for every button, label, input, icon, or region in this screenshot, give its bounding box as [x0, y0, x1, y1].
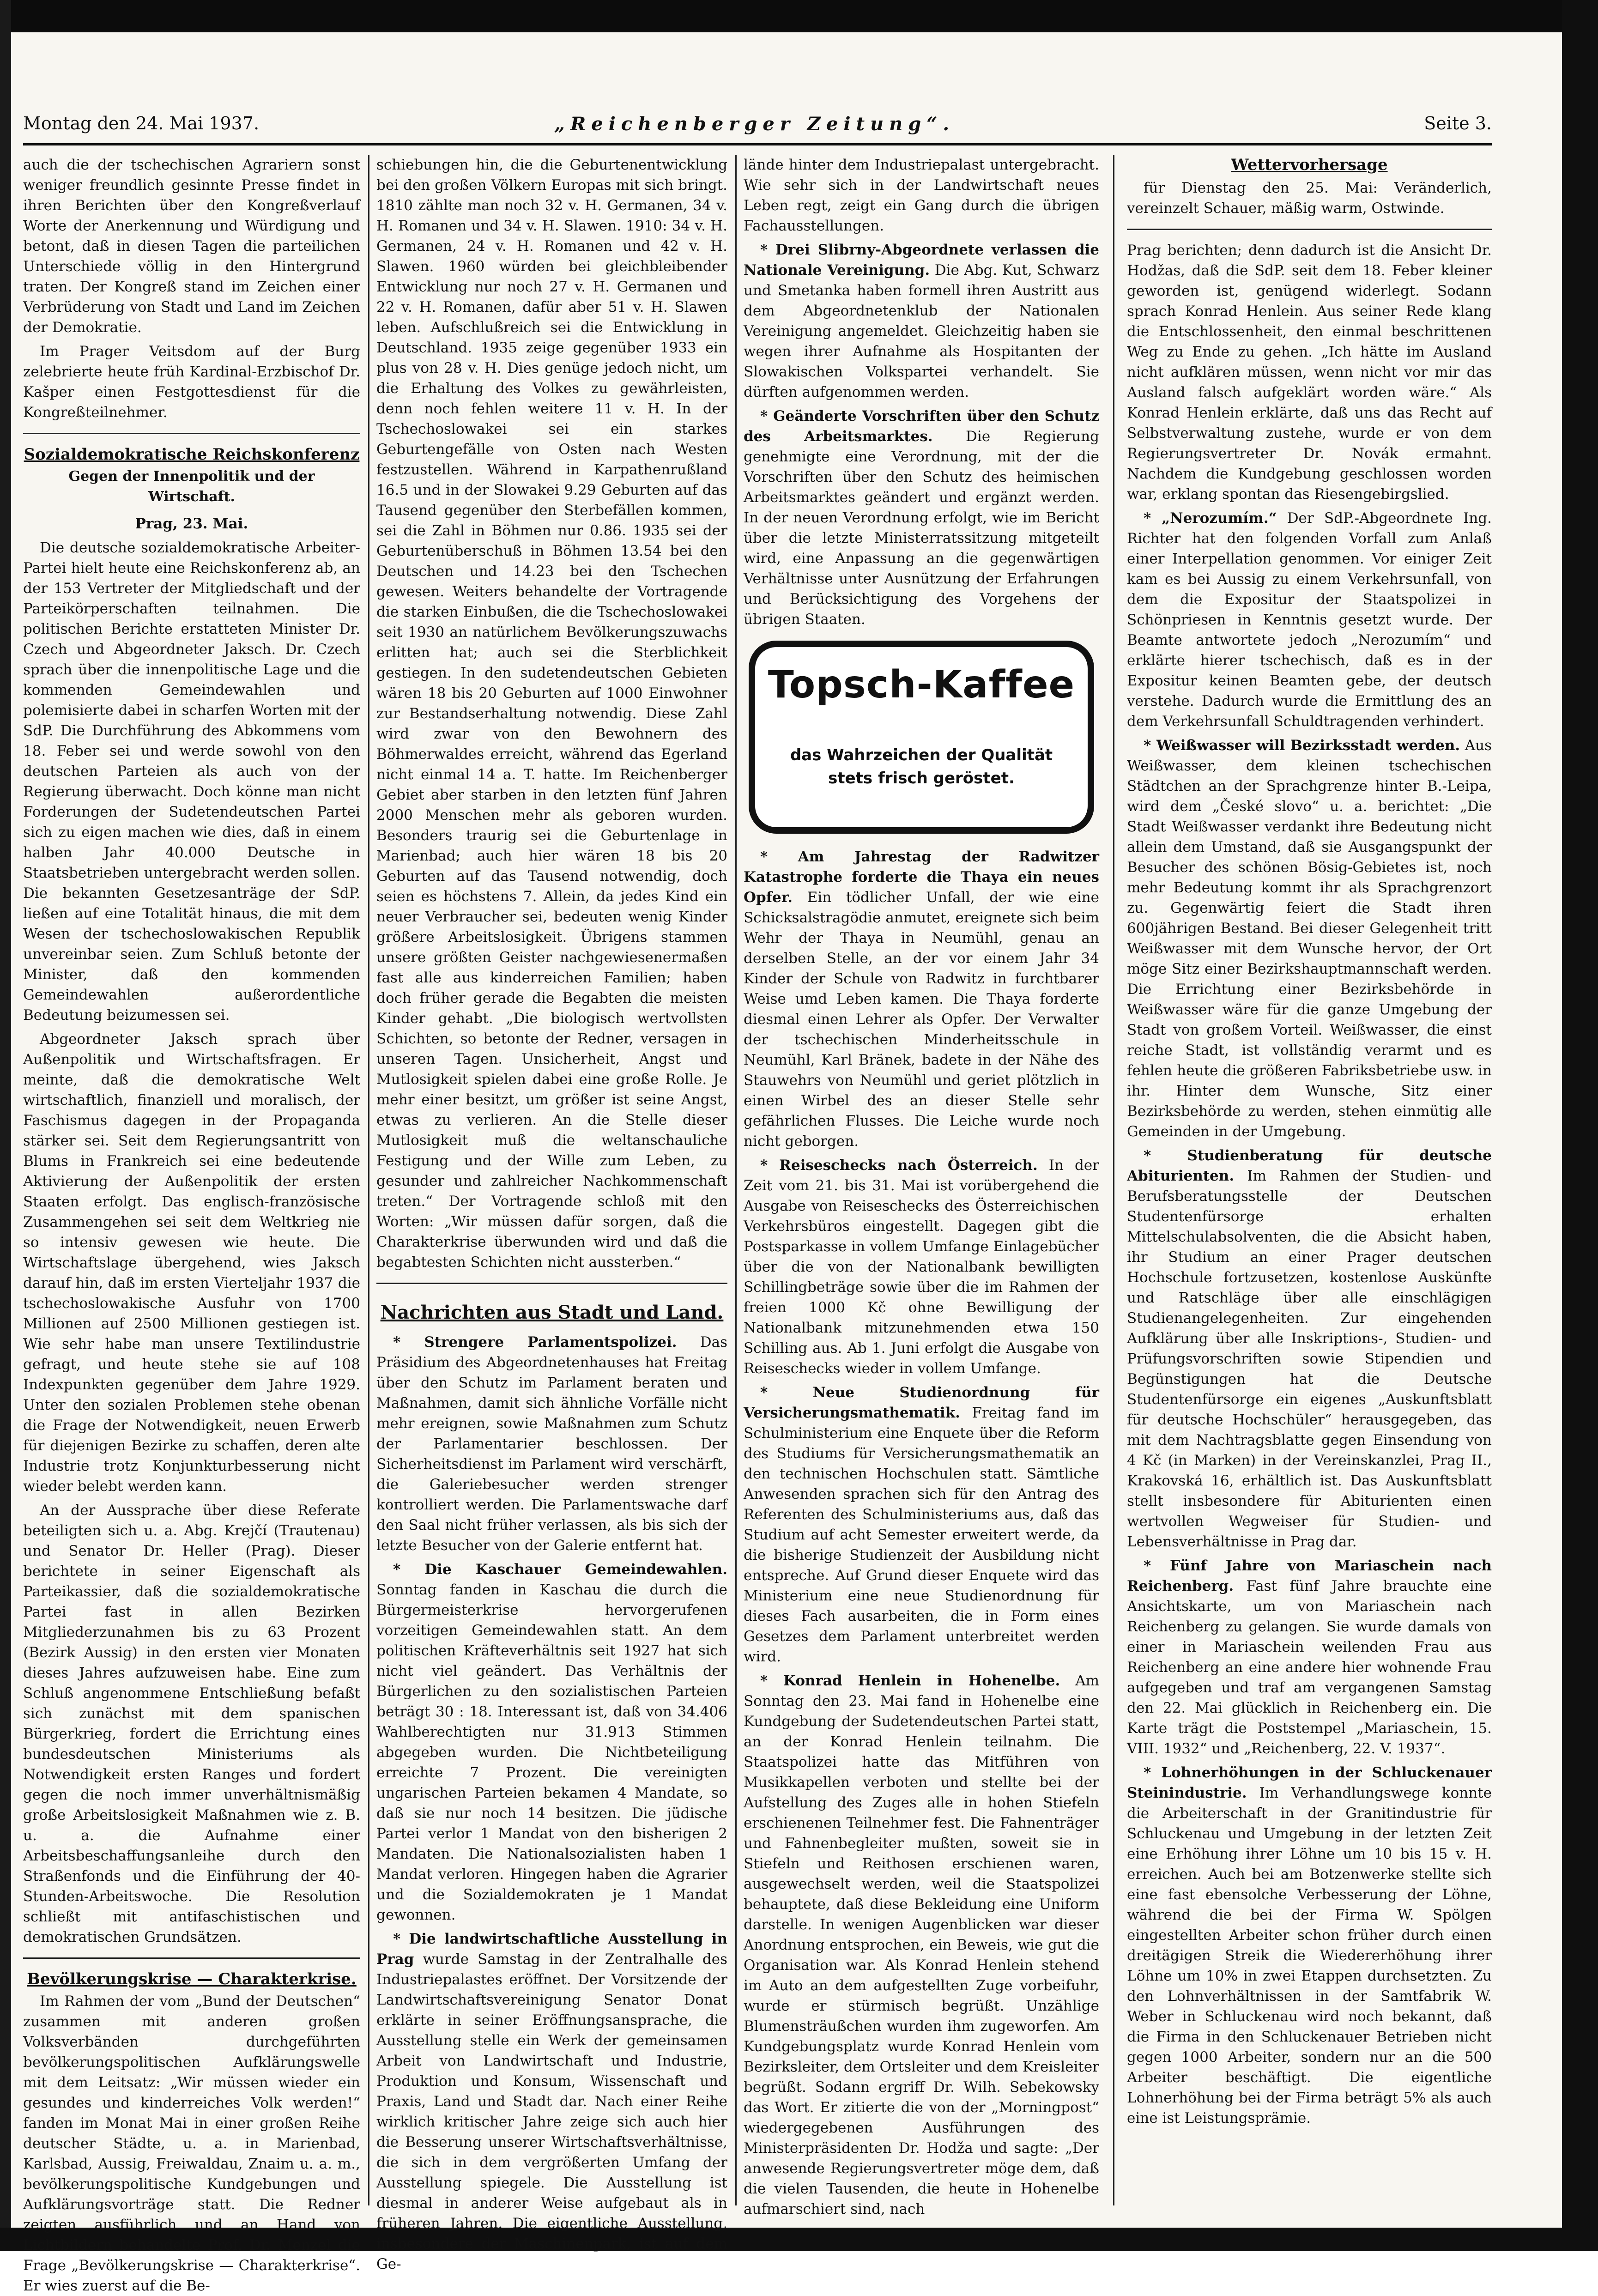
- news-text: Am Sonntag den 23. Mai fand in Hohenelbe eine Kundgebung der Sudetendeutschen Partei statt, an der Konrad Henlein teilnahm. Die Staatspolizei hatte das Mitführen von Musikkapellen verboten und stellte bei der Aufstellung des Zuges alle in hohen Stiefeln erschienenen Teilnehmer fest. Die Fahnenträger und Fahnenbegleiter mußten, soweit sie in Stiefeln und Reithosen erschienen waren, ausgewechselt werden, weil die Staatspolizei behauptete, daß diese Bekleidung eine Uniform darstelle. In wenigen Augenblicken war dieser Anordnung entsprochen, ein Beweis, wie gut die Organisation war. Als Konrad Henlein stehend im Auto an dem aufgestellten Zuge vorbeifuhr, wurde er stürmisch begrüßt. Unzählige Blumensträußchen wurden ihm zugeworfen. Am Kundgebungsplatz wurde Konrad Henlein vom Bezirksleiter, dem Ortsleiter und dem Kreisleiter begrüßt. Sodann ergriff Dr. Wilh. Sebekowsky das Wort. Er zitierte die von der „Morningpost“ wiedergegebenen Ausführungen des Ministerpräsidenten Dr. Hodža und sagte: „Der anwesende Regierungsvertreter möge dem, daß die vielen Tausenden, die heute in Hohenelbe aufmarschiert sind, nach: [744, 1672, 1099, 2217]
- news-text: wurde Samstag in der Zentralhalle des Industriepalastes eröffnet. Der Vorsitzende der Landwirtschaftsvereinigung Senator Donat erklärte in seiner Eröffnungsansprache, die Ausstellung stelle ein Werk der gemeinsamen Arbeit von Landwirtschaft und Industrie, Produktion und Konsum, Wissenschaft und Praxis, Land und Stadt dar. Nach einer Reihe wirklich kritischer Jahre zeige sich auch hier die Besserung unserer Wirtschaftsverhältnisse, die sich in dem vergrößerten Umfang der Ausstellung spiegele. Die Ausstellung ist diesmal in anderer Weise aufgebaut als in früheren Jahren. Die eigentliche Ausstellung, insbesondere der Maschinenpark, ist auf dem Ge-: [376, 1951, 728, 2272]
- header-rule: [23, 143, 1492, 145]
- news-text: Das Präsidium des Abgeordnetenhauses hat Freitag über den Schutz im Parlament beraten und Maßnahmen, damit sich ähnliche Vorfälle nicht mehr ereignen, sowie Maßnahmen zum Schutz der Parlamentarier beschlossen. Der Sicherheitsdienst im Parlament wird verschärft, die Galeriebesucher werden strenger kontrolliert werden. Die Parlamentswache darf den Saal nicht früher verlassen, als bis sich der letzte Besucher von der Galerie entfernt hat.: [376, 1334, 727, 1554]
- news-keyword: * Reiseschecks nach Österreich.: [760, 1157, 1038, 1174]
- news-keyword: * Neue Studienordnung für Versicherungsmathematik.: [744, 1384, 1099, 1421]
- news-text: Im Rahmen der Studien- und Berufsberatungsstelle der Deutschen Studentenfürsorge erhalten Mittelschulabsolventen, die die Absicht haben, ihr Studium an einer Prager deutschen Hochschule fortzusetzen, kostenlose Auskünfte und Ratschläge über alle einschlägigen Studienangelegenheiten. Zur eingehenden Aufklärung über alle Inskriptions-, Studien- und Prüfungsvorschriften sowie Stipendien und Begünstigungen hat die Deutsche Studentenfürsorge ein eigenes „Auskunftsblatt für deutsche Hochschüler“ herausgegeben, das mit dem Nachtragsblatte gegen Einsendung von 4 Kč (in Marken) in der Vereinskanzlei, Prag II., Krakovská 16, erhältlich ist. Das Auskunftsblatt stellt insbesondere für Abiturienten einen wertvollen Wegweiser für Studien- und Lebensverhältnisse in Prag dar.: [1127, 1168, 1492, 1550]
- column-divider: [368, 155, 369, 2205]
- coffee-advertisement: [749, 641, 1094, 834]
- column-1: [23, 155, 360, 2294]
- page-header: [23, 113, 1492, 141]
- news-text: Die Regierung genehmigte eine Verordnung, mit der die Vorschriften über den Schutz des heimischen Arbeitsmarktes geändert und ergänzt werden. In der neuen Verordnung erfolgt, wie im Bericht über die letzte Ministerratssitzung mitgeteilt wird, eine Anpassung an die gegenwärtigen Verhältnisse unter Ausnützung der Erfahrungen und Berücksichtigung des Vorgehens der übrigen Staaten.: [744, 428, 1100, 628]
- column-divider: [735, 155, 737, 2205]
- news-keyword: * Am Jahrestag der Radwitzer Katastrophe forderte die Thaya ein neues Opfer.: [744, 848, 1099, 906]
- news-keyword: * Weißwasser will Bezirksstadt werden.: [1144, 737, 1460, 754]
- news-text: Sonntag fanden in Kaschau die durch die Bürgermeisterkrise hervorgerufenen vorzeitigen Gemeindewahlen statt. An dem politischen Kräfteverhältnis seit 1927 hat sich nicht viel geändert. Das Verhältnis der Bürgerlichen zu den sozialistischen Parteien beträgt 30 : 18. Interessant ist, daß von 34.406 Wahlberechtigten nur 31.913 Stimmen abgegeben wurden. Die Nichtbeteiligung erreichte 7 Prozent. Die vereinigten ungarischen Parteien bekamen 4 Mandate, so daß sie nur noch 14 besitzen. Die jüdische Partei verlor 1 Mandat von den bisherigen 2 Mandaten. Die Nationalsozialisten haben 1 Mandat verloren. Hingegen haben die Agrarier und die Sozialdemokraten je 1 Mandat gewonnen.: [376, 1581, 727, 1923]
- column-divider: [1113, 155, 1114, 2205]
- weather-headline: Wettervorhersage: [1231, 156, 1388, 174]
- article-text: An der Aussprache über diese Referate beteiligten sich u. a. Abg. Krejčí (Trautenau) und Senator Dr. Heller (Prag). Dieser berichtete in seiner Eigenschaft als Parteikassier, daß die sozialdemokratische Partei fast in allen Bezirken Mitgliederzunahmen bis zu 63 Prozent (Bezirk Aussig) in den ersten vier Monaten dieses Jahres aufzuweisen habe. Eine zum Schluß angenommene Entschließung befaßt sich zunächst mit dem spanischen Bürgerkrieg, fordert die Errichtung eines bundesdeutschen Ministeriums als Notwendigkeit ersten Ranges und fordert gegen die noch immer unverhältnismäßig große Arbeitslosigkeit Maßnahmen wie z. B. u. a. die Aufnahme einer Arbeitsbeschaffungsanleihe durch den Straßenfonds und die Einführung der 40-Stunden-Arbeitswoche. Die Resolution schließt mit antifaschistischen und demokratischen Grundsätzen.: [23, 1502, 360, 1945]
- article-text: auch die der tschechischen Agrariern sonst weniger freundlich gesinnte Presse findet in ihren Berichten über den Kongreßverlauf Worte der Anerkennung und Würdigung und betont, daß in diesen Tagen die parteilichen Unterschiede völlig in den Hintergrund traten. Der Kongreß stand im Zeichen einer Verbrüderung von Stadt und Land im Zeichen der Demokratie.: [23, 157, 360, 336]
- article-headline: Bevölkerungskrise — Charakterkrise.: [27, 1970, 357, 1988]
- news-keyword: * „Nerozumím.“: [1144, 510, 1277, 527]
- ad-slogan: das Wahrzeichen der Qualität: [790, 746, 1053, 764]
- scan-border-top: [0, 0, 1598, 32]
- news-text: Ein tödlicher Unfall, der wie eine Schicksalstragödie anmutet, ereignete sich beim Wehr der Thaya in Neumühl, genau an derselben Stelle, an der vor einem Jahr 34 Kinder der Schule von Radwitz in furchtbarer Weise umd Leben kamen. Die Thaya forderte diesmal einen Lehrer als Opfer. Der Verwalter der tschechischen Minderheitsschule in Neumühl, Karl Bränek, badete in der Nähe des Stauwehrs von Neumühl und geriet plötzlich in einen Wirbel des an dieser Stelle sehr gefährlichen Flusses. Die Leiche wurde noch nicht geborgen.: [744, 889, 1100, 1150]
- news-keyword: * Drei Slibrny-Abgeordnete verlassen die Nationale Vereinigung.: [744, 242, 1099, 279]
- news-keyword: * Konrad Henlein in Hohenelbe.: [760, 1672, 1060, 1689]
- ad-slogan: stets frisch geröstet.: [828, 769, 1015, 788]
- article-headline: Sozialdemokratische Reichskonferenz: [24, 445, 360, 464]
- column-2: [376, 155, 728, 2272]
- divider: [376, 1283, 727, 1284]
- scan-border-left: [0, 0, 11, 2251]
- page-number: Seite 3.: [1424, 113, 1492, 133]
- scan-border-right: [1562, 0, 1598, 2251]
- header-date: Montag den 24. Mai 1937.: [23, 113, 260, 133]
- news-keyword: * Die Kaschauer Gemeindewahlen.: [393, 1561, 727, 1578]
- news-text: Der SdP.-Abgeordnete Ing. Richter hat den folgenden Vorfall zum Anlaß einer Interpellation genommen. Vor einiger Zeit kam es bei Aussig zu einem Verkehrsunfall, von dem die Expositur der Staatspolizei in Schönpriesen in Kenntnis gesetzt wurde. Der Beamte antwortete jedoch „Nerozumím“ und erklärte hierer tschechisch, daß es in der Expositur keinen Beamten gebe, der deutsch verstehe. Dadurch wurde die Ermittlung des an dem Verkehrsunfall Schuldtragenden verhindert.: [1127, 510, 1492, 730]
- article-text: Abgeordneter Jaksch sprach über Außenpolitik und Wirtschaftsfragen. Er meinte, daß die demokratische Welt wirtschaftlich, finanziell und moralisch, der Faschismus dagegen in der Propaganda stärker sei. Seit dem Regierungsantritt von Blums in Frankreich sei eine bedeutende Aktivierung der Außenpolitik der ersten Staaten erfolgt. Das englisch-französische Zusammengehen sei seit dem Weltkrieg nie so intensiv gewesen wie heute. Die Wirtschaftslage übergehend, wies Jaksch darauf hin, daß im ersten Vierteljahr 1937 die tschechoslowakische Ausfuhr von 1700 Millionen auf 2500 Millionen gestiegen ist. Wie sehr habe man unsere Textilindustrie gefragt, und heute stehe sie auf 108 Indexpunkten gegenüber dem Jahre 1929. Unter den sozialen Problemen stehe obenan die Frage der Notwendigkeit, neuen Erwerb für diejenigen Bezirke zu schaffen, deren alte Industrie trotz Konjunkturbesserung nicht wieder belebt werden kann.: [23, 1031, 360, 1495]
- divider: [23, 1957, 360, 1959]
- newspaper-title: „Reichenberger Zeitung“.: [554, 113, 955, 135]
- news-text: Die Abg. Kut, Schwarz und Smetanka haben formell ihren Austritt aus dem Abgeordnetenklub der Nationalen Vereinigung angemeldet. Gleichzeitig haben sie wegen ihrer Aufnahme als Hospitanten der Slowakischen Volkspartei verhandelt. Sie dürften aufgenommen werden.: [744, 262, 1100, 400]
- article-text: Im Prager Veitsdom auf der Burg zelebrierte heute früh Kardinal-Erzbischof Dr. Kašper einen Festgottesdienst für die Kongreßteilnehmer.: [23, 343, 360, 421]
- news-keyword: * Geänderte Vorschriften über den Schutz des Arbeitsmarktes.: [744, 408, 1099, 445]
- news-keyword: * Studienberatung für deutsche Abiturienten.: [1127, 1147, 1492, 1184]
- news-keyword: * Fünf Jahre von Mariaschein nach Reichenberg.: [1127, 1557, 1492, 1594]
- column-3: [744, 155, 1100, 2217]
- dateline: Prag, 23. Mai.: [135, 515, 248, 532]
- news-text: Freitag fand im Schulministerium eine Enquete über die Reform des Studiums für Versicherungsmathematik an den technischen Hochschulen statt. Sämtliche Anwesenden sprachen sich für den Antrag des Referenten des Schulministeriums aus, daß das Studium auf acht Semester erweitert werde, da die bisherige Studienzeit der Ausbildung nicht entspreche. Auf Grund dieser Enquete wird das Ministerium eine neue Studienordnung für dieses Fach ausarbeiten, die in Form eines Gesetzes dem Parlament unterbreitet werden wird.: [744, 1405, 1100, 1665]
- news-text: Fast fünf Jahre brauchte eine Ansichtskarte, um von Mariaschein nach Reichenberg zu gelangen. Sie wurde damals von einer in Mariaschein weilenden Frau aus Reichenberg an eine andere hier wohnende Frau aufgegeben und traf am vergangenen Samstag den 22. Mai glücklich in Reichenberg ein. Die Karte trägt die Poststempel „Mariaschein, 15. VIII. 1932“ und „Reichenberg, 22. V. 1937“.: [1127, 1578, 1492, 1757]
- news-text: Im Verhandlungswege konnte die Arbeiterschaft in der Granitindustrie für Schluckenau und Umgebung in der letzten Zeit eine Erhöhung ihrer Löhne um 10 bis 15 v. H. erreichen. Auch bei am Botzenwerke stellte sich eine fast ebensolche Verbesserung der Löhne, während die bei der Firma W. Spölgen eingestellten Arbeiter schon früher durch einen dreitägigen Streik die Wiedererhöhung ihrer Löhne um 10% in zwei Etappen durchsetzten. Zu den Lohnverhältnissen in der Samtfabrik W. Weber in Schluckenau wird noch bekannt, daß die Firma in den Schluckenauer Betrieben nicht gegen 1000 Arbeiter, sondern nur an die 500 Arbeiter beschäftigt. Die eigentliche Lohnerhöhung bei der Firma beträgt 5% als auch eine ist Leistungsprämie.: [1127, 1785, 1492, 2126]
- article-text: schiebungen hin, die die Geburtenentwicklung bei den großen Völkern Europas mit sich bringt. 1810 zählte man noch 32 v. H. Germanen, 34 v. H. Romanen und 34 v. H. Slawen. 1910: 34 v. H. Germanen, 24 v. H. Romanen und 42 v. H. Slawen. 1960 würden bei gleichbleibender Entwicklung nur noch 27 v. H. Germanen und 22 v. H. Romanen, dafür aber 51 v. H. Slawen leben. Aufschlußreich sei die Entwicklung in Deutschland. 1935 zeige gegenüber 1933 ein plus von 28 v. H. Dies genüge jedoch nicht, um die Erhaltung des Volkes zu gewährleisten, denn noch fehlen weitere 11 v. H. In der Tschechoslowakei sei ein starkes Geburtengefälle von Osten nach Westen festzustellen. Während in Karpathenrußland 16.5 und in der Slowakei 9.29 Geburten auf das Tausend gegenüber den Sterbefällen kommen, sei die Zahl in Böhmen nur 0.86. 1935 sei der Geburtenüberschuß in Böhmen 13.54 bei den Deutschen und 14.23 bei den Tschechen gewesen. Weiters behandelte der Vortragende die starken Einbußen, die die Tschechoslowakei seit 1930 an natürlichem Bevölkerungszuwachs erlitten hat; auch sei die Sterblichkeit gestiegen. In den sudetendeutschen Gebieten wären 18 bis 20 Geburten auf 1000 Einwohner zur Bestandserhaltung notwendig. Diese Zahl wird zwar von den Bewohnern des Böhmerwaldes erreicht, während das Egerland nicht einmal 14 a. T. hatte. Im Reichenberger Gebiet aber starben in den letzten fünf Jahren 2000 Menschen mehr als geboren wurden. Besonders traurig sei die Geburtenlage in Marienbad; auch hier wären 18 bis 20 Geburten auf das Tausend notwendig, doch seien es höchstens 7. Allein, da jedes Kind ein neuer Verbraucher sei, bedeuten wenig Kinder größere Arbeitslosigkeit. Übrigens stammen unsere größten Geister nachgewiesenermaßen fast alle aus kinderreichen Familien; haben doch früher gerade die Begabten die meisten Kinder gehabt. „Die biologisch wertvollsten Schichten, so betonte der Redner, versagen in unseren Tagen. Unsicherheit, Angst und Mutlosigkeit spielen dabei eine große Rolle. Je mehr einer besitzt, um größer ist seine Angst, etwas zu verlieren. An die Stelle dieser Mutlosigkeit muß die weltanschauliche Festigung und der Wille zum Leben, zu gesunder und zahlreicher Nachkommenschaft treten.“ Der Vortragende schloß mit den Worten: „Wir müssen dafür sorgen, daß die Charakterkrise überwunden wird und daß die begabtesten Schichten nicht aussterben.“: [376, 157, 727, 1271]
- news-text: Aus Weißwasser, dem kleinen tschechischen Städtchen an der Sprachgrenze hinter B.-Leipa, wird dem „České slovo“ u. a. berichtet: „Die Stadt Weißwasser verdankt ihre Bedeutung nicht allein dem Umstand, daß sie Ausgangspunkt der Besucher des schönen Bösig-Gebietes ist, noch mehr Bedeutung kommt ihr als Sprachgrenzort zu. Gegenwärtig feiert die Stadt ihren 600jährigen Bestand. Bei dieser Gelegenheit tritt Weißwasser mit dem Wunsche hervor, der Ort möge Sitz einer Bezirkshauptmannschaft werden. Die Errichtung einer Bezirksbehörde in Weißwasser wäre für die ganze Umgebung der Stadt von großem Vorteil. Weißwasser, die einst reiche Stadt, ist vollständig verarmt und es fehlen heute die größeren Fabriksbetriebe usw. in ihr. Hinter dem Wunsche, Sitz einer Bezirksbehörde zu werden, stehen einmütig alle Gemeinden in der Umgebung.: [1127, 737, 1492, 1140]
- news-keyword: * Lohnerhöhungen in der Schluckenauer Steinindustrie.: [1127, 1764, 1492, 1801]
- divider: [1127, 229, 1492, 230]
- news-keyword: * Strengere Parlamentspolizei.: [393, 1334, 677, 1351]
- article-text: Im Rahmen der vom „Bund der Deutschen“ zusammen mit anderen großen Volksverbänden durchgeführten bevölkerungspolitischen Aufklärungswelle mit dem Leitsatz: „Wir müssen wieder ein gesundes und kinderreiches Volk werden!“ fanden im Monat Mai in einer großen Reihe deutscher Städte, u. a. in Marienbad, Karlsbad, Aussig, Freiwaldau, Znaim u. a. m., bevölkerungspolitische Kundgebungen und Aufklärungsvorträge statt. Die Redner zeigten ausführlich und an Hand von Lichtbildern behandelte Prof. Dr. Menzel die Frage „Bevölkerungskrise — Charakterkrise“. Er wies zuerst auf die Be-: [23, 1993, 360, 2294]
- divider: [23, 433, 360, 434]
- news-text: In der Zeit vom 21. bis 31. Mai ist vorübergehend die Ausgabe von Reiseschecks des Österreichischen Verkehrsbüros eingestellt. Dagegen gibt die Postsparkasse in vollem Umfange Einlagebücher über die von der Nationalbank bewilligten Schillingbeträge sowie über die im Rahmen der freien 1000 Kč ohne Bewilligung der Nationalbank mitzunehmenden etwa 150 Schilling aus. Ab 1. Juni erfolgt die Ausgabe von Reiseschecks wieder in vollem Umfange.: [744, 1157, 1099, 1377]
- weather-text: für Dienstag den 25. Mai: Veränderlich, vereinzelt Schauer, mäßig warm, Ostwinde.: [1127, 180, 1492, 217]
- column-4: [1127, 155, 1492, 2205]
- article-subheadline: Gegen der Innenpolitik und der Wirtschaft.: [68, 468, 315, 505]
- ad-brand: Topsch-Kaffee: [768, 663, 1075, 707]
- article-text: Prag berichten; denn dadurch ist die Ansicht Dr. Hodžas, daß die SdP. seit dem 18. Feber kleiner geworden ist, genügend widerlegt. Sodann sprach Konrad Henlein. Aus seiner Rede klang die Entschlossenheit, den einmal beschrittenen Weg zu Ende zu gehen. „Ich hätte im Ausland nicht aufklären müssen, wenn nicht vor mir das Ausland falsch aufgeklärt worden wäre.“ Als Konrad Henlein erklärte, daß uns das Recht auf Selbstverwaltung zustehe, wurde er von dem Regierungsvertreter Dr. Novák ermahnt. Nachdem die Kundgebung geschlossen worden war, erklang spontan das Riesengebirgslied.: [1127, 242, 1492, 503]
- news-keyword: * Die landwirtschaftliche Ausstellung in Prag: [376, 1931, 727, 1968]
- section-headline: Nachrichten aus Stadt und Land.: [380, 1302, 724, 1323]
- article-text: lände hinter dem Industriepalast untergebracht. Wie sehr sich in der Landwirtschaft neues Leben regt, zeigt ein Gang durch die übrigen Fachausstellungen.: [744, 157, 1099, 234]
- article-text: Die deutsche sozialdemokratische Arbeiter-Partei hielt heute eine Reichskonferenz ab, an der 153 Vertreter der Mitgliedschaft und der Parteikörperschaften teilnahmen. Die politischen Berichte erstatteten Minister Dr. Czech und Abgeordneter Jaksch. Dr. Czech sprach über die innenpolitische Lage und die kommenden Gemeindewahlen und polemisierte dabei in scharfen Worten mit der SdP. Die Durchführung des Abkommens vom 18. Feber sei und werde sowohl von den deutschen Parteien als auch von der Regierung überwacht. Doch könne man nicht Forderungen der Sudetendeutschen Partei sich zu eigen machen wie dies, daß in einem halben Jahr 40.000 Deutsche in Staatsbetrieben untergebracht werden sollen. Die bekannten Gesetzesanträge der SdP. ließen auf eine Totalität hinaus, die mit dem Wesen der tschechoslowakischen Republik unvereinbar seien. Zum Schluß betonte der Minister, daß den kommenden Gemeindewahlen außerordentliche Bedeutung beizumessen sei.: [23, 539, 360, 1024]
